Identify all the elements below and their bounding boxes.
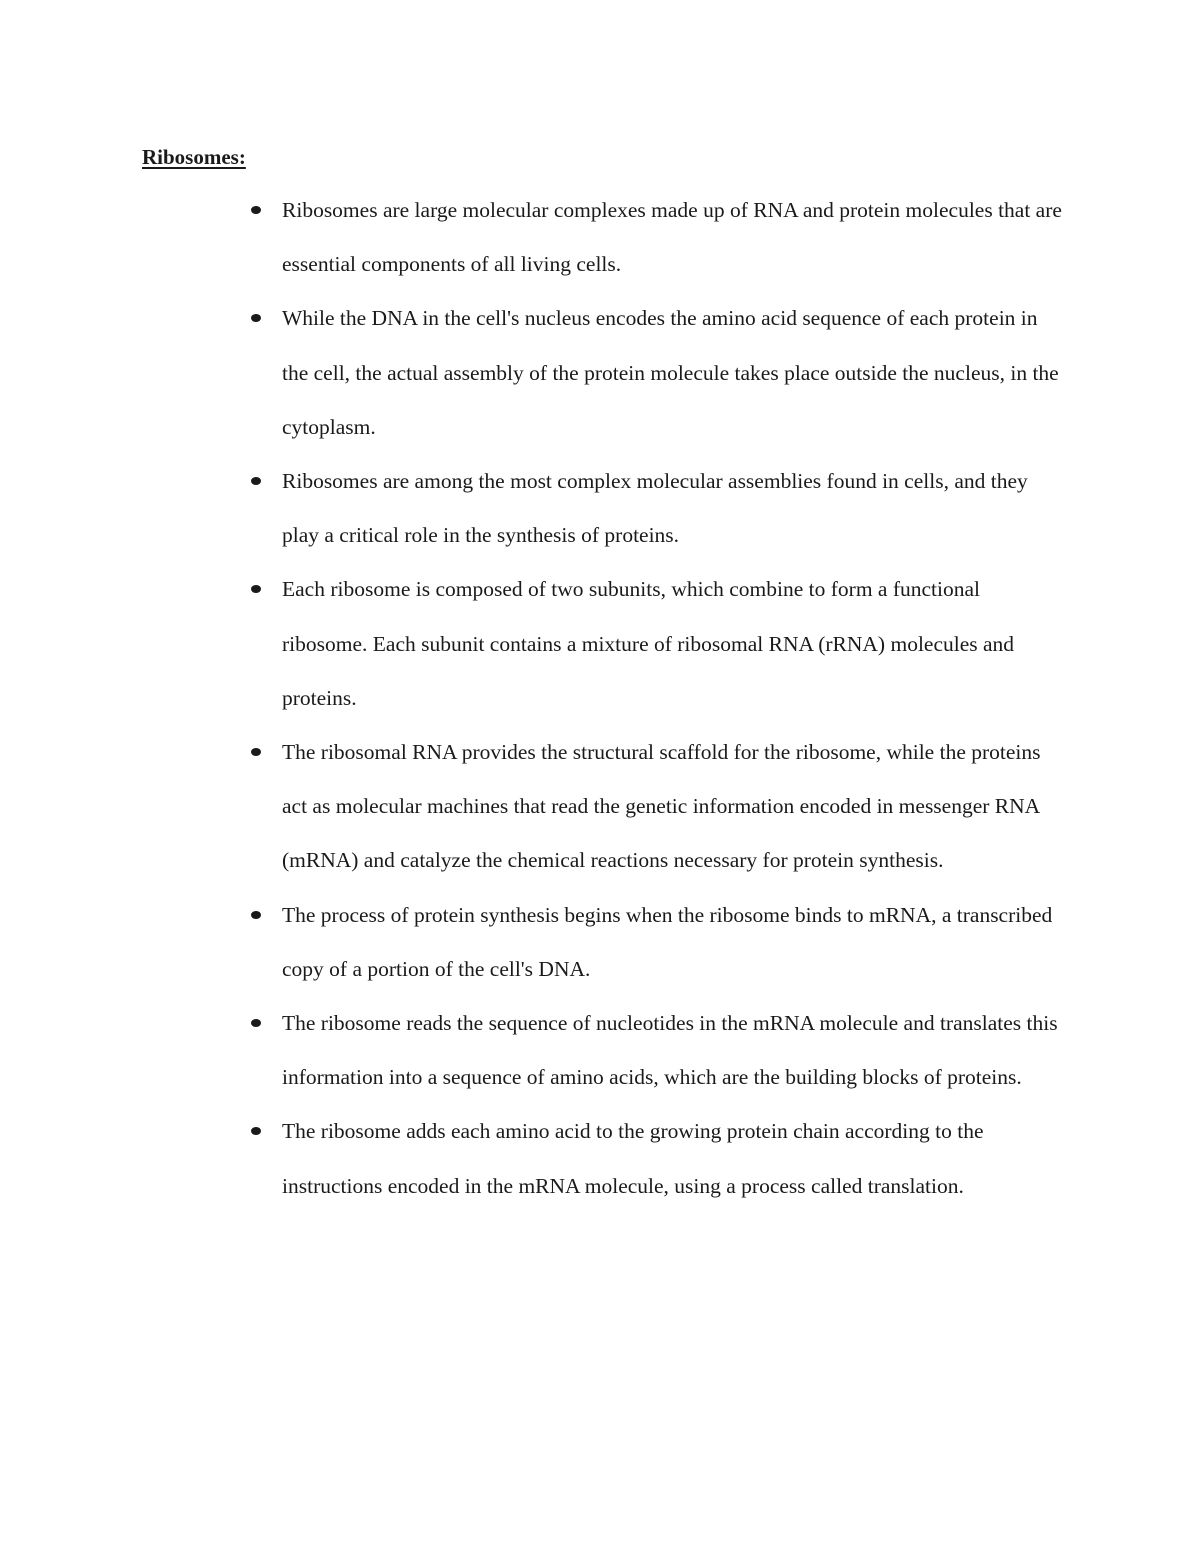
bullet-icon bbox=[251, 748, 261, 756]
bullet-text: Ribosomes are large molecular complexes made up of RNA and protein molecules that are essential components of all living cells. bbox=[282, 198, 1062, 277]
bullet-item-2 bbox=[246, 291, 1066, 454]
bullet-icon bbox=[251, 1127, 261, 1135]
bullet-icon bbox=[251, 206, 261, 214]
bullet-text: Each ribosome is composed of two subunits, which combine to form a functional ribosome. Each subunit contains a mixture of ribosomal RNA (rRNA) molecules and proteins. bbox=[282, 577, 1015, 710]
bullet-item-5 bbox=[246, 725, 1066, 888]
bullet-item-8 bbox=[246, 1104, 1066, 1212]
bullet-item-4 bbox=[246, 562, 1066, 725]
bullet-item-6 bbox=[246, 888, 1066, 996]
bullet-text: The ribosome reads the sequence of nucleotides in the mRNA molecule and translates this information into a sequence of amino acids, which are the building blocks of proteins. bbox=[282, 1011, 1058, 1090]
bullet-icon bbox=[251, 477, 261, 485]
bullet-text: Ribosomes are among the most complex molecular assemblies found in cells, and they play a critical role in the synthesis of proteins. bbox=[282, 469, 1028, 548]
bullet-icon bbox=[251, 1019, 261, 1027]
bullet-text: While the DNA in the cell's nucleus encodes the amino acid sequence of each protein in the cell, the actual assembly of the protein molecule takes place outside the nucleus, in the cytoplasm. bbox=[282, 306, 1059, 439]
bullet-text: The ribosomal RNA provides the structural scaffold for the ribosome, while the proteins act as molecular machines that read the genetic information encoded in messenger RNA (mRNA) and catalyze the chemical reactions necessary for protein synthesis. bbox=[282, 740, 1041, 873]
bullet-item-1 bbox=[246, 183, 1066, 291]
bullet-list bbox=[246, 183, 1066, 1213]
bullet-text: The ribosome adds each amino acid to the growing protein chain according to the instructions encoded in the mRNA molecule, using a process called translation. bbox=[282, 1119, 984, 1198]
bullet-icon bbox=[251, 585, 261, 593]
bullet-text: The process of protein synthesis begins when the ribosome binds to mRNA, a transcribed copy of a portion of the cell's DNA. bbox=[282, 902, 1053, 981]
bullet-icon bbox=[251, 314, 261, 322]
section-heading: Ribosomes: bbox=[142, 145, 246, 169]
bullet-item-7 bbox=[246, 996, 1066, 1104]
bullet-item-3 bbox=[246, 454, 1066, 562]
bullet-icon bbox=[251, 911, 261, 919]
